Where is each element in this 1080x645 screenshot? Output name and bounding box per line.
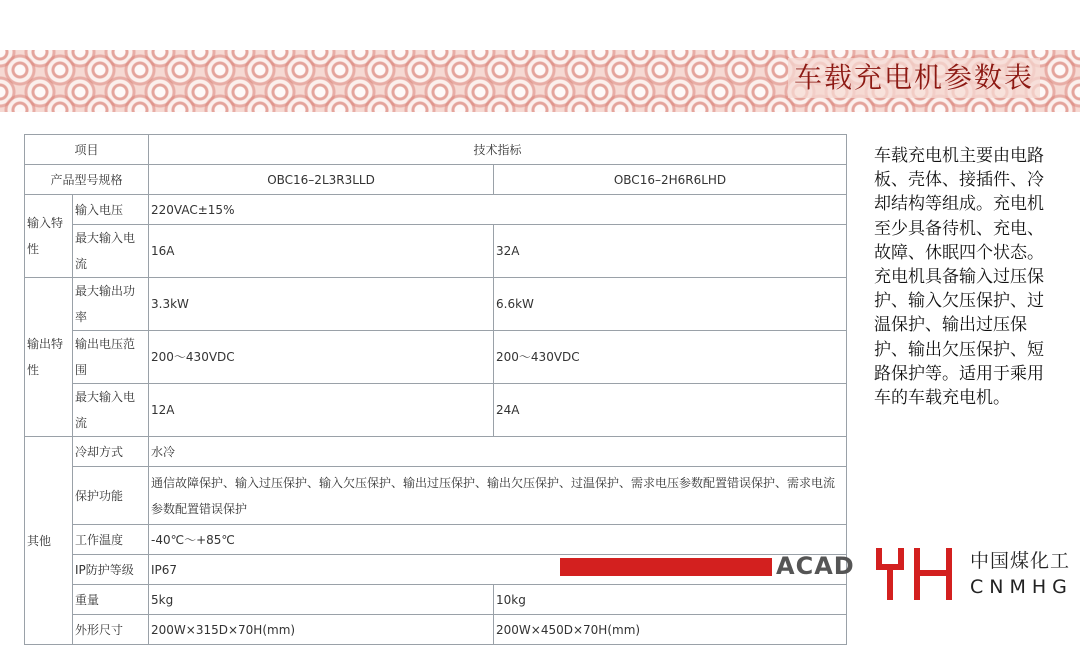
row-value-b: 32A xyxy=(494,225,847,278)
row-label: 输出电压范围 xyxy=(73,331,149,384)
table-row xyxy=(25,331,847,384)
table-row xyxy=(25,165,847,195)
table-row xyxy=(25,467,847,525)
output-group-label: 输出特性 xyxy=(25,278,73,437)
row-value: 水冷 xyxy=(149,437,847,467)
table-row xyxy=(25,525,847,555)
model-label: 产品型号规格 xyxy=(25,165,149,195)
row-value: IP67 xyxy=(149,555,847,585)
acad-logo-text: ACAD xyxy=(776,552,855,580)
footer-red-bar-wedge xyxy=(758,558,772,576)
row-label: 工作温度 xyxy=(73,525,149,555)
table-row xyxy=(25,615,847,645)
other-group-label: 其他 xyxy=(25,437,73,645)
row-value: -40℃～+85℃ xyxy=(149,525,847,555)
header-item: 项目 xyxy=(25,135,149,165)
row-label: 外形尺寸 xyxy=(73,615,149,645)
row-label: 最大输入电流 xyxy=(73,225,149,278)
table-row xyxy=(25,585,847,615)
header-tech: 技术指标 xyxy=(149,135,847,165)
row-value-a: 16A xyxy=(149,225,494,278)
slide-title: 车载充电机参数表 xyxy=(788,58,1040,98)
row-value: 220VAC±15% xyxy=(149,195,847,225)
row-label: 输入电压 xyxy=(73,195,149,225)
table-row xyxy=(25,384,847,437)
table-row xyxy=(25,437,847,467)
row-label: 最大输出功率 xyxy=(73,278,149,331)
row-label: 最大输入电流 xyxy=(73,384,149,437)
logo-cn-text: 中国煤化工 xyxy=(970,550,1071,572)
input-group-label: 输入特性 xyxy=(25,195,73,278)
row-label: IP防护等级 xyxy=(73,555,149,585)
row-value-b: 200W×450D×70H(mm) xyxy=(494,615,847,645)
row-value-a: 12A xyxy=(149,384,494,437)
row-value-b: 6.6kW xyxy=(494,278,847,331)
model-b: OBC16–2H6R6LHD xyxy=(494,165,847,195)
footer-red-bar xyxy=(560,558,772,576)
row-label: 冷却方式 xyxy=(73,437,149,467)
row-value-b: 10kg xyxy=(494,585,847,615)
table-row xyxy=(25,195,847,225)
description-text: 车载充电机主要由电路板、壳体、接插件、冷却结构等组成。充电机至少具备待机、充电、故障、休眠四个状态。充电机具备输入过压保护、输入欠压保护、过温保护、输出过压保护、输出欠压保护、短路保护等。适用于乘用车的车载充电机。 xyxy=(874,146,1044,409)
row-value-b: 24A xyxy=(494,384,847,437)
row-value-b: 200～430VDC xyxy=(494,331,847,384)
row-label: 重量 xyxy=(73,585,149,615)
model-a: OBC16–2L3R3LLD xyxy=(149,165,494,195)
row-value-a: 5kg xyxy=(149,585,494,615)
row-value-a: 3.3kW xyxy=(149,278,494,331)
row-value-a: 200W×315D×70H(mm) xyxy=(149,615,494,645)
logo-en-text: CNMHG xyxy=(970,576,1073,598)
table-row xyxy=(25,225,847,278)
table-header-row xyxy=(25,135,847,165)
row-label: 保护功能 xyxy=(73,467,149,525)
table-row xyxy=(25,278,847,331)
row-value: 通信故障保护、输入过压保护、输入欠压保护、输出过压保护、输出欠压保护、过温保护、需求电压参数配置错误保护、需求电流参数配置错误保护 xyxy=(149,467,847,525)
cnmhg-logo-icon xyxy=(874,544,958,602)
row-value-a: 200～430VDC xyxy=(149,331,494,384)
